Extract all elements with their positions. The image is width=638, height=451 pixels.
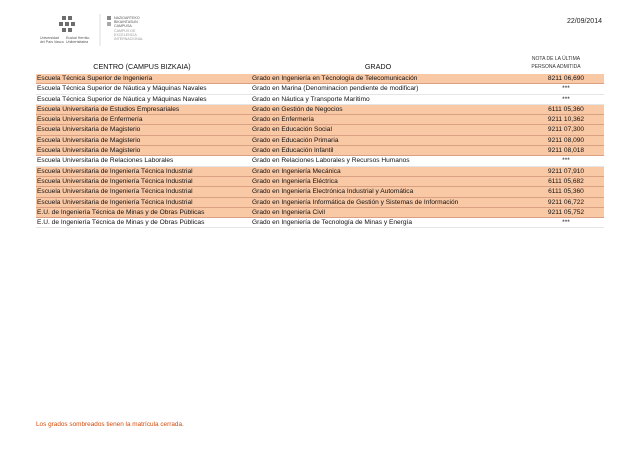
logo-text-5: NAZIOARTEKO	[114, 16, 140, 20]
date-label: 22/09/2014	[566, 18, 602, 25]
grado-cell: Grado en Relaciones Laborales y Recursos Humanos	[252, 157, 410, 165]
grado-cell: Grado en Ingeniería Mecánica	[252, 167, 341, 175]
centro-cell: Escuela Universitaria de Magisterio	[37, 136, 141, 144]
centro-cell: E.U. de Ingeniería Técnica de Minas y de Obras Públicas	[37, 219, 205, 227]
centro-cell: Escuela Universitaria de Relaciones Laborales	[37, 157, 174, 165]
table-row	[36, 95, 604, 105]
nota-cell: ***	[562, 95, 570, 103]
grado-cell: Grado en Ingeniería Eléctrica	[252, 177, 338, 185]
nota-cell: 9211 07,300	[547, 126, 585, 134]
grado-cell: Grado en Náutica y Transporte Marítimo	[252, 95, 370, 103]
nota-cell: 6111 05,682	[548, 177, 584, 185]
nota-cell: ***	[562, 85, 570, 93]
grado-cell: Grado en Gestión de Negocios	[252, 105, 343, 113]
nota-cell: 8211 06,690	[547, 75, 585, 82]
logo-text-8: CAMPUS DE	[114, 29, 136, 33]
grado-cell: Grado en Enfermería	[252, 116, 314, 124]
nota-cell: 9211 08,018	[547, 147, 585, 155]
table-row	[36, 74, 604, 84]
grado-cell: Grado en Ingeniería en Técnología de Telecomunicación	[252, 75, 418, 82]
nota-cell: 9211 05,752	[547, 208, 585, 216]
nota-cell: 9211 07,910	[547, 167, 585, 175]
footnote: Los grados sombreados tienen la matrícula cerrada.	[36, 421, 184, 428]
logo-text-3: Euskal Herriko	[66, 36, 90, 40]
university-logo	[40, 12, 180, 48]
nota-cell: 6111 05,360	[548, 105, 584, 113]
table-row	[36, 218, 604, 228]
nota-cell: ***	[562, 157, 570, 165]
table-row	[36, 125, 604, 135]
centro-cell: Escuela Universitaria de Ingeniería Técnica Industrial	[37, 188, 193, 196]
centro-cell: Escuela Universitaria de Magisterio	[37, 126, 141, 134]
grado-cell: Grado en Ingeniería de Tecnología de Minas y Energía	[252, 219, 413, 227]
grado-cell: Grado en Ingeniería Informática de Gestión y Sistemas de Información	[252, 198, 459, 206]
grado-cell: Grado en Ingeniería Electrónica Industrial y Automática	[252, 188, 414, 196]
grado-cell: Grado en Educación Social	[252, 126, 332, 134]
centro-cell: E.U. de Ingeniería Técnica de Minas y de Obras Públicas	[37, 208, 205, 216]
centro-cell: Escuela Universitaria de Estudios Empresariales	[37, 105, 180, 113]
centro-cell: Escuela Universitaria de Ingeniería Técnica Industrial	[37, 167, 193, 175]
grado-cell: Grado en Educación Primaria	[252, 136, 339, 144]
centro-cell: Escuela Universitaria de Enfermería	[37, 116, 143, 124]
table-row	[36, 167, 604, 177]
grado-cell: Grado en Ingeniería Civil	[252, 208, 325, 216]
grado-cell: Grado en Educación Infantil	[252, 147, 334, 155]
table-row	[36, 146, 604, 156]
logo-text-4: Unibertsitatea	[66, 40, 89, 44]
grado-cell: Grado en Marina (Denominacion pendiente de modificar)	[252, 85, 419, 93]
admissions-table	[36, 74, 604, 228]
logo-text-10: INTERNACIONAL	[114, 37, 144, 41]
logo-text-6: BIKAINTASUN	[114, 20, 138, 24]
header-centro: CENTRO (CAMPUS BIZKAIA)	[93, 62, 191, 71]
logo-text-7: CAMPUSA	[114, 24, 132, 28]
logo-text-2: del País Vasco	[40, 40, 64, 44]
header-nota-top: NOTA DE LA ÚLTIMA	[531, 56, 581, 62]
table-row	[36, 105, 604, 115]
centro-cell: Escuela Técnica Superior de Náutica y Máquinas Navales	[37, 85, 207, 93]
table-row	[36, 156, 604, 166]
nota-cell: 9211 06,722	[547, 198, 585, 206]
centro-cell: Escuela Universitaria de Ingeniería Técnica Industrial	[37, 198, 193, 206]
centro-cell: Escuela Universitaria de Magisterio	[37, 147, 141, 155]
logo-text-1: Universidad	[40, 36, 59, 40]
header-grado: GRADO	[364, 62, 392, 71]
centro-cell: Escuela Universitaria de Ingeniería Técnica Industrial	[37, 177, 193, 185]
table-row	[36, 208, 604, 218]
header-nota: PERSONA ADMITIDA	[531, 64, 581, 70]
nota-cell: 9211 08,090	[547, 136, 585, 144]
nota-cell: ***	[562, 219, 570, 227]
table-row	[36, 84, 604, 94]
table-row	[36, 136, 604, 146]
table-row	[36, 115, 604, 125]
table-row	[36, 198, 604, 208]
centro-cell: Escuela Técnica Superior de Ingeniería	[37, 75, 153, 82]
nota-cell: 6111 05,360	[548, 188, 584, 196]
centro-cell: Escuela Técnica Superior de Náutica y Máquinas Navales	[37, 95, 207, 103]
nota-cell: 9211 10,362	[547, 116, 585, 124]
logo-text-9: EXCELENCIA	[114, 33, 137, 37]
table-row	[36, 177, 604, 187]
table-row	[36, 187, 604, 197]
